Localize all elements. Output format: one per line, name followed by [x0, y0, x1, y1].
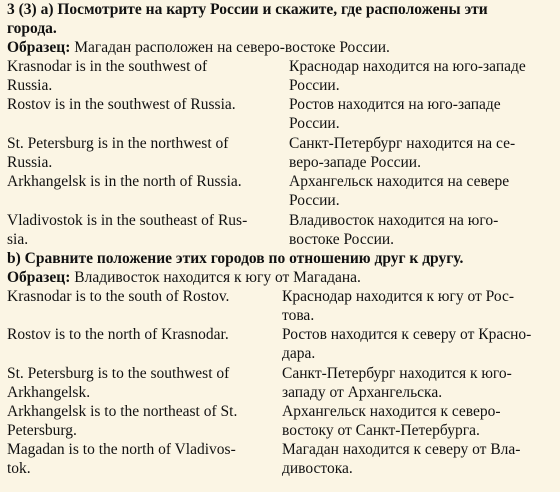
text-line: Ростов находится на юго-западе [289, 96, 501, 113]
sample-b [7, 268, 544, 287]
text-line: Arkhangelsk. [7, 384, 91, 401]
text-line: западу от Архангельска. [282, 384, 443, 401]
translation-pair [7, 364, 544, 402]
text-line: Vladivostok is in the southeast of Rus- [7, 212, 248, 229]
heading-line: 3 (3) a) Посмотрите на карту России и скажите, где расположены эти [7, 1, 488, 18]
english-sentence [7, 57, 289, 95]
text-line: востоке России. [289, 231, 395, 248]
exercise-part-b [7, 249, 544, 478]
text-line: дивостока. [282, 460, 353, 477]
translation-pair [7, 95, 544, 133]
exercise-b-heading: b) Сравните положение этих городов по отношению друг к другу. [7, 250, 464, 267]
text-line: Архангельск находится к северо- [282, 403, 501, 420]
text-line: России. [289, 115, 340, 132]
text-line: России. [289, 77, 340, 94]
translation-pair [7, 440, 544, 478]
translation-pair [7, 57, 544, 95]
text-line: Краснодар находится к югу от Рос- [282, 288, 515, 305]
translation-pair [7, 134, 544, 172]
sample-text: Владивосток находится к югу от Магадана. [70, 269, 361, 286]
text-line: Краснодар находится на юго-западе [289, 58, 526, 75]
russian-sentence [282, 287, 544, 325]
sample-label: Образец: [7, 269, 71, 286]
english-sentence [7, 440, 282, 478]
russian-sentence [289, 211, 544, 249]
text-line: Владивосток находится на юго- [289, 212, 499, 229]
text-line: Magadan is to the north of Vladivos- [7, 441, 236, 458]
russian-sentence [289, 95, 544, 133]
text-line: Arkhangelsk is in the north of Russia. [7, 173, 242, 190]
english-sentence [7, 134, 289, 172]
heading-line: города. [7, 20, 57, 37]
text-line: Arkhangelsk is to the northeast of St. [7, 403, 238, 420]
russian-sentence [282, 402, 544, 440]
text-line: sia. [7, 231, 29, 248]
translation-pair [7, 172, 544, 210]
english-sentence [7, 364, 282, 402]
text-line: St. Petersburg is in the northwest of [7, 135, 229, 152]
text-line: дара. [282, 345, 316, 362]
russian-sentence [289, 172, 544, 210]
russian-sentence [282, 325, 544, 363]
text-line: Архангельск находится на севере [289, 173, 510, 190]
text-line: Санкт-Петербург находится на се- [289, 135, 516, 152]
russian-sentence [282, 364, 544, 402]
text-line: Krasnodar is to the south of Rostov. [7, 288, 230, 305]
english-sentence [7, 211, 289, 249]
text-line: востоку от Санкт-Петербурга. [282, 422, 480, 439]
text-line: России. [289, 192, 340, 209]
text-line: Rostov is in the southwest of Russia. [7, 96, 236, 113]
english-sentence [7, 325, 282, 363]
russian-sentence [282, 440, 544, 478]
english-sentence [7, 402, 282, 440]
text-line: Petersburg. [7, 422, 77, 439]
text-line: Krasnodar is in the southwest of [7, 58, 208, 75]
russian-sentence [289, 134, 544, 172]
text-line: tok. [7, 460, 31, 477]
russian-sentence [289, 57, 544, 95]
english-sentence [7, 287, 282, 325]
english-sentence [7, 172, 289, 210]
translation-pair [7, 211, 544, 249]
text-line: Санкт-Петербург находится к юго- [282, 365, 512, 382]
text-line: Rostov is to the north of Krasnodar. [7, 326, 229, 343]
text-line: St. Petersburg is to the southwest of [7, 365, 230, 382]
text-line: Russia. [7, 154, 53, 171]
exercise-part-a [7, 0, 544, 249]
translation-pair [7, 287, 544, 325]
sample-a [7, 38, 544, 57]
sample-text: Магадан расположен на северо-востоке России. [70, 39, 390, 56]
sample-label: Образец: [7, 39, 71, 56]
translation-pair [7, 325, 544, 363]
text-line: веро-западе России. [289, 154, 421, 171]
text-line: Магадан находится к северу от Вла- [282, 441, 521, 458]
english-sentence [7, 95, 289, 133]
text-line: Ростов находится к северу от Красно- [282, 326, 532, 343]
text-line: Russia. [7, 77, 53, 94]
exercise-a-heading [7, 0, 544, 38]
text-line: това. [282, 307, 315, 324]
translation-pair [7, 402, 544, 440]
